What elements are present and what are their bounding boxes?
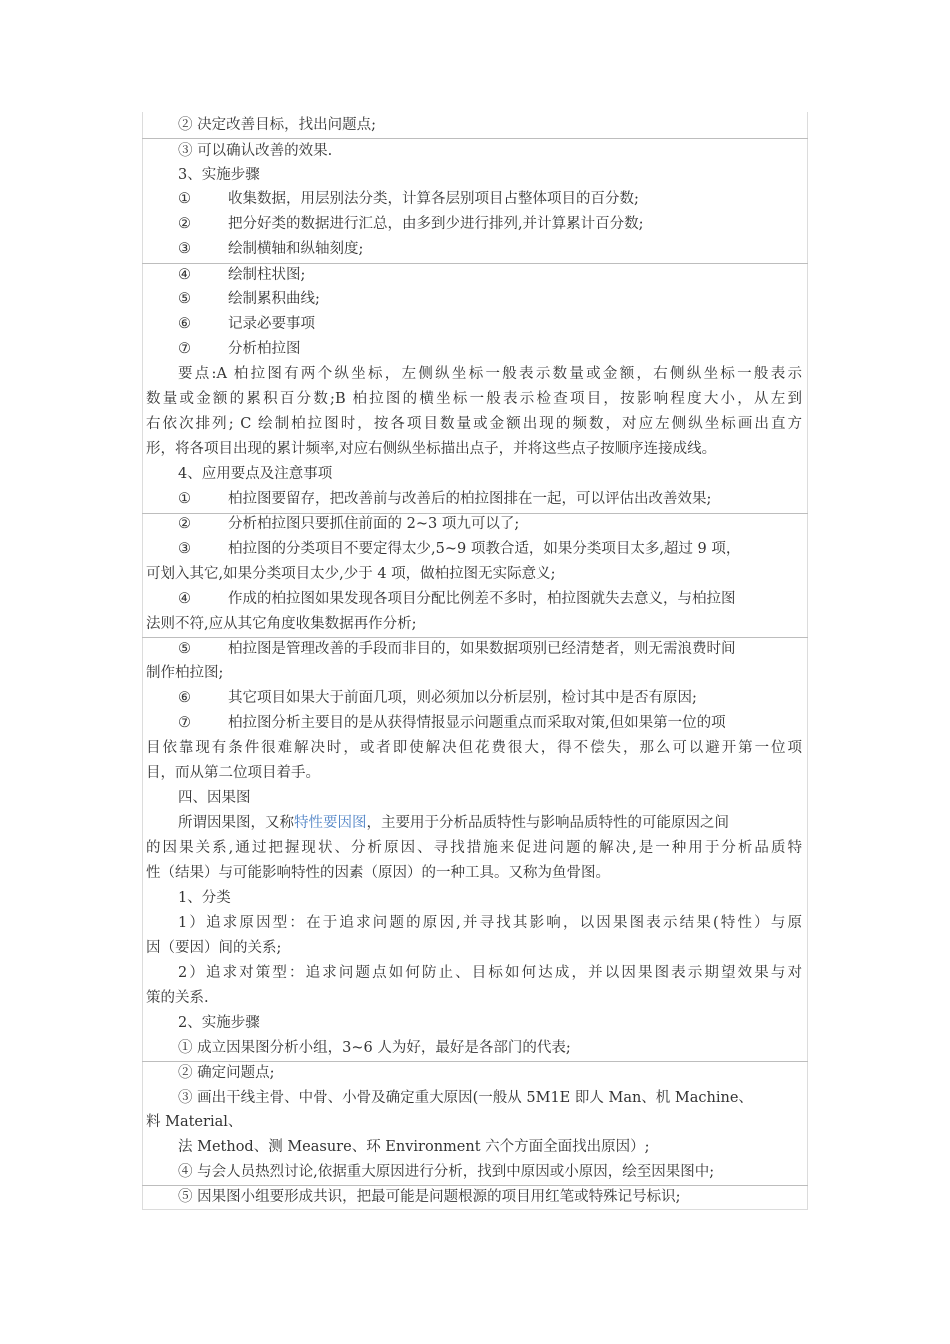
- text-line: 目依靠现有条件很难解决时，或者即使解决但花费很大，得不偿失，那么可以避开第一位项: [146, 740, 802, 756]
- list-item: ② 分析柏拉图只要抓住前面的 2~3 项九可以了;: [178, 516, 520, 532]
- text-line: 1）追求原因型：在于追求问题的原因,并寻找其影响，以因果图表示结果(特性）与原: [178, 915, 802, 931]
- list-item: ⑤ 柏拉图是管理改善的手段而非目的，如果数据项别已经清楚者，则无需浪费时间: [178, 641, 736, 657]
- link-characteristic-factor-diagram[interactable]: 特性要因图: [294, 815, 367, 831]
- text-line: ④ 与会人员热烈讨论,依据重大原因进行分析，找到中原因或小原因，绘至因果图中;: [178, 1164, 715, 1180]
- list-item: ⑥ 其它项目如果大于前面几项，则必须加以分析层别，检讨其中是否有原因;: [178, 690, 697, 706]
- text-line: ② 确定问题点;: [178, 1065, 275, 1081]
- text-line: 因（要因）间的关系;: [146, 940, 282, 956]
- text-line: ③ 画出干线主骨、中骨、小骨及确定重大原因(一般从 5M1E 即人 Man、机 Machine、: [178, 1090, 753, 1106]
- text-line: 目，而从第二位项目着手。: [146, 765, 320, 781]
- text-line: 性（结果）与可能影响特性的因素（原因）的一种工具。又称为鱼骨图。: [146, 865, 610, 881]
- page-bottom-border: [142, 1209, 808, 1210]
- list-item: ③ 柏拉图的分类项目不要定得太少,5~9 项教合适，如果分类项目太多,超过 9 项，: [178, 541, 741, 557]
- section-heading: 3、实施步骤: [178, 167, 260, 183]
- text-line: ② 决定改善目标，找出问题点;: [178, 117, 376, 133]
- text-line: ③ 可以确认改善的效果.: [178, 143, 333, 159]
- text-line: 可划入其它,如果分类项目太少,少于 4 项，做柏拉图无实际意义;: [146, 566, 556, 582]
- text-line: 制作柏拉图;: [146, 665, 224, 681]
- text-line: 策的关系.: [146, 990, 209, 1006]
- text-line: 数量或金额的累积百分数;B 柏拉图的横坐标一般表示检查项目，按影响程度大小，从左到: [146, 391, 802, 407]
- text-line: 右依次排列; C 绘制柏拉图时，按各项目数量或金额出现的频数，对应左侧纵坐标画出直方: [146, 416, 802, 432]
- list-item: ⑦ 柏拉图分析主要目的是从获得情报显示问题重点而采取对策,但如果第一位的项: [178, 715, 726, 731]
- list-item: ⑥ 记录必要事项: [178, 316, 315, 332]
- text-line: 的因果关系,通过把握现状、分析原因、寻找措施来促进问题的解决,是一种用于分析品质特: [146, 840, 802, 856]
- section-heading: 2、实施步骤: [178, 1015, 260, 1031]
- text-line: 要点:A 柏拉图有两个纵坐标，左侧纵坐标一般表示数量或金额，右侧纵坐标一般表示: [178, 366, 802, 382]
- text-line: 形，将各项目出现的累计频率,对应右侧纵坐标描出点子，并将这些点子按顺序连接成线。: [146, 441, 717, 457]
- text-line: 2）追求对策型：追求问题点如何防止、目标如何达成，并以因果图表示期望效果与对: [178, 965, 802, 981]
- text-line: ⑤ 因果图小组要形成共识，把最可能是问题根源的项目用红笔或特殊记号标识;: [178, 1189, 681, 1205]
- text-line: 法 Method、测 Measure、环 Environment 六个方面全面找出原因）;: [178, 1139, 650, 1155]
- list-item: ① 柏拉图要留存，把改善前与改善后的柏拉图排在一起，可以评估出改善效果;: [178, 491, 712, 507]
- text-line: ① 成立因果图分析小组，3~6 人为好，最好是各部门的代表;: [178, 1040, 571, 1056]
- list-item: ② 把分好类的数据进行汇总，由多到少进行排列,并计算累计百分数;: [178, 216, 644, 232]
- text-line: 料 Material、: [146, 1114, 243, 1130]
- list-item: ③ 绘制横轴和纵轴刻度;: [178, 241, 364, 257]
- text-line: 法则不符,应从其它角度收集数据再作分析;: [146, 616, 417, 632]
- text-line: 所谓因果图，又称特性要因图，主要用于分析品质特性与影响品质特性的可能原因之间: [178, 815, 729, 831]
- list-item: ④ 绘制柱状图;: [178, 267, 306, 283]
- list-item: ⑤ 绘制累积曲线;: [178, 291, 320, 307]
- list-item: ④ 作成的柏拉图如果发现各项目分配比例差不多时，柏拉图就失去意义，与柏拉图: [178, 591, 736, 607]
- section-heading: 4、应用要点及注意事项: [178, 466, 333, 482]
- section-heading: 1、分类: [178, 890, 231, 906]
- section-heading: 四、因果图: [178, 790, 251, 806]
- list-item: ⑦ 分析柏拉图: [178, 341, 301, 357]
- list-item: ① 收集数据，用层别法分类，计算各层别项目占整体项目的百分数;: [178, 191, 639, 207]
